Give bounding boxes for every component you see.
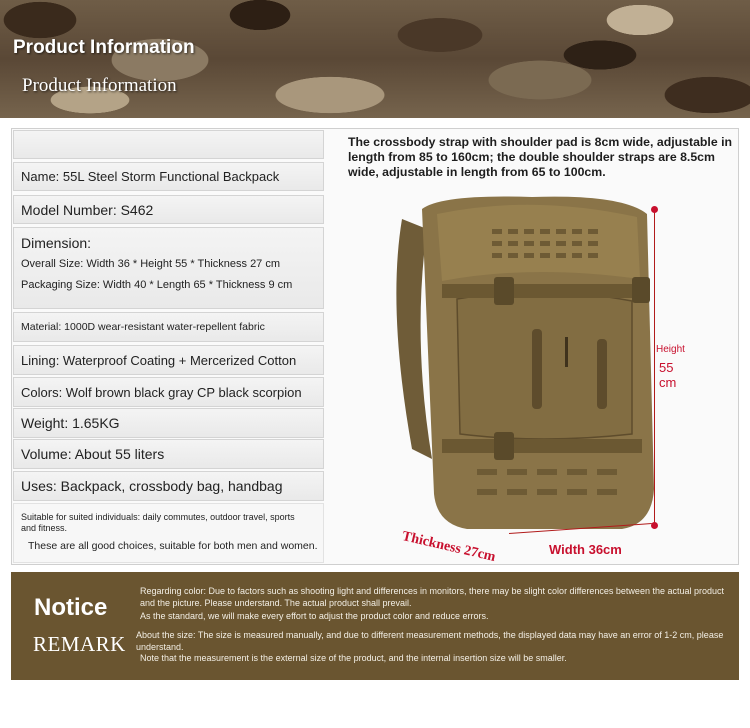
- spec-weight: Weight: 1.65KG: [21, 415, 120, 431]
- spec-row-dimension: [13, 227, 324, 309]
- height-label: Height: [656, 344, 685, 355]
- spec-packaging-size: Packaging Size: Width 40 * Length 65 * Thickness 9 cm: [21, 279, 293, 291]
- notice-color-1: Regarding color: Due to factors such as shooting light and differences in monitors, there may be slight color differences between the actual product and the picture. Please understand. The actual product shall prevail.: [140, 586, 724, 608]
- spec-suitable-note: These are all good choices, suitable for both men and women.: [28, 540, 318, 552]
- notice-color-2: As the standard, we will make every effort to adjust the product color and reduce errors.: [140, 611, 489, 621]
- height-number: 55: [659, 360, 674, 375]
- spec-volume: Volume: About 55 liters: [21, 446, 165, 462]
- height-dimension-line: [654, 210, 655, 526]
- spec-row-model: [13, 195, 324, 224]
- height-unit: cm: [659, 375, 677, 390]
- header-title: Product Information: [13, 37, 195, 58]
- spec-row-volume: [13, 439, 324, 469]
- spec-name: Name: 55L Steel Storm Functional Backpack: [21, 169, 280, 184]
- spec-colors: Colors: Wolf brown black gray CP black scorpion: [21, 384, 302, 400]
- width-label: Width 36cm: [549, 542, 622, 557]
- spec-suitable: Suitable for suited individuals: daily commutes, outdoor travel, sports and fitness.: [21, 512, 295, 533]
- notice-bar: [11, 572, 739, 680]
- header-banner: [0, 0, 750, 118]
- notice-size-2: Note that the measurement is the external size of the product, and the internal insertion size will be smaller.: [140, 653, 567, 663]
- spec-dimension-title: Dimension:: [21, 235, 92, 251]
- height-bottom-dot: [651, 522, 658, 529]
- spec-row-empty: [13, 130, 324, 159]
- spec-panel: [11, 128, 739, 565]
- spec-list: [12, 129, 325, 566]
- spec-row-lining: [13, 345, 324, 375]
- spec-row-uses: [13, 471, 324, 501]
- thickness-label: Thickness 27cm: [400, 529, 497, 566]
- spec-row-material: [13, 312, 324, 342]
- notice-heading: [11, 572, 134, 680]
- spec-model: Model Number: S462: [21, 201, 154, 218]
- notice-size-1: About the size: The size is measured manually, and due to different measurement methods, the displayed data may have an error of 1-2 cm, please understand.: [136, 630, 724, 652]
- spec-row-suitable: [13, 503, 324, 563]
- spec-uses: Uses: Backpack, crossbody bag, handbag: [21, 478, 283, 494]
- notice-title: Notice: [34, 594, 108, 621]
- height-top-dot: [651, 206, 658, 213]
- strap-description: The crossbody strap with shoulder pad is 8cm wide, adjustable in length from 85 to 160cm; the double shoulder straps are 8.5cm wide, adjustable in length from 65 to 100cm.: [348, 135, 733, 179]
- spec-material: Material: 1000D wear-resistant water-repellent fabric: [21, 321, 265, 333]
- header-subtitle: Product Information: [22, 75, 177, 96]
- spec-overall-size: Overall Size: Width 36 * Height 55 * Thickness 27 cm: [21, 258, 281, 270]
- notice-remark: REMARK: [33, 632, 126, 656]
- spec-row-weight: [13, 408, 324, 438]
- spec-lining: Lining: Waterproof Coating + Mercerized Cotton: [21, 352, 297, 368]
- spec-row-name: [13, 162, 324, 191]
- spec-row-colors: [13, 377, 324, 407]
- height-value: [659, 360, 676, 390]
